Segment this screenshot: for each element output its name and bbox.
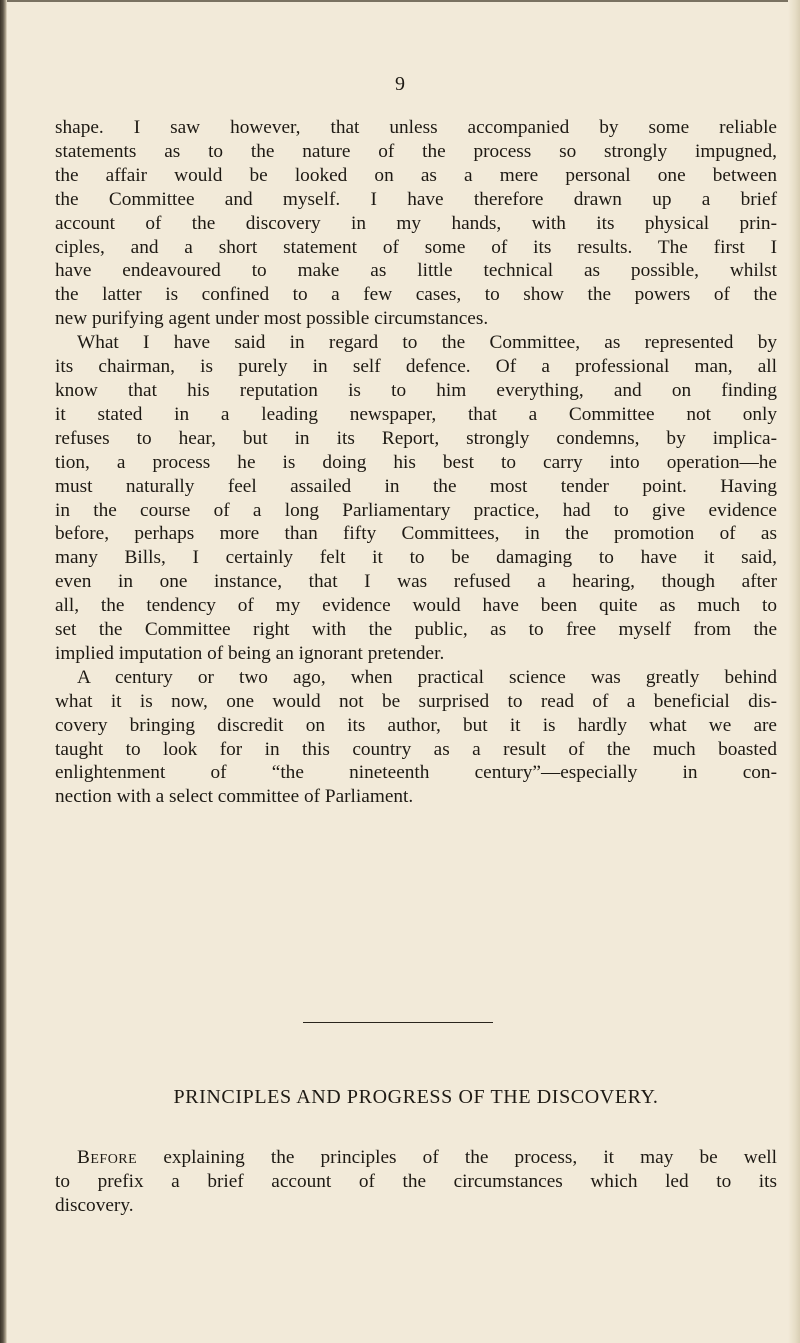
text-line: before, perhaps more than fifty Committees, in the promotion of as bbox=[55, 523, 777, 545]
paragraph-1 bbox=[55, 116, 777, 331]
text-line: its chairman, is purely in self defence. Of a professional man, all bbox=[55, 356, 777, 378]
text-line: in the course of a long Parliamentary practice, had to give evidence bbox=[55, 499, 777, 521]
paragraph-2 bbox=[55, 331, 777, 666]
section-body-text bbox=[55, 1146, 777, 1218]
text-line: new purifying agent under most possible circumstances. bbox=[55, 308, 489, 330]
page-binding-edge bbox=[0, 0, 7, 1343]
text-line: know that his reputation is to him everything, and on finding bbox=[55, 379, 777, 401]
text-line: What I have said in regard to the Committee, as represented by bbox=[77, 332, 777, 354]
section-paragraph bbox=[55, 1146, 777, 1218]
text-line: to prefix a brief account of the circumstances which led to its bbox=[55, 1170, 777, 1192]
text-line: covery bringing discredit on its author, but it is hardly what we are bbox=[55, 714, 777, 736]
text-line: the latter is confined to a few cases, to show the powers of the bbox=[55, 284, 777, 306]
text-line: account of the discovery in my hands, with its physical prin- bbox=[55, 212, 777, 234]
text-line: statements as to the nature of the process so strongly impugned, bbox=[55, 140, 777, 162]
text-line: nection with a select committee of Parliament. bbox=[55, 786, 414, 808]
text-line: A century or two ago, when practical science was greatly behind bbox=[77, 666, 777, 688]
text-line: taught to look for in this country as a result of the much boasted bbox=[55, 738, 777, 760]
text-line: set the Committee right with the public, as to free myself from the bbox=[55, 619, 777, 641]
page-right-edge bbox=[788, 0, 800, 1343]
section-divider bbox=[303, 1022, 493, 1023]
page-number: 9 bbox=[395, 73, 405, 95]
text-line: have endeavoured to make as little technical as possible, whilst bbox=[55, 260, 777, 282]
body-text bbox=[55, 116, 777, 809]
text-line: shape. I saw however, that unless accompanied by some reliable bbox=[55, 117, 777, 138]
paragraph-3 bbox=[55, 666, 777, 809]
text-line bbox=[55, 1146, 777, 1170]
text-line: discovery. bbox=[55, 1194, 134, 1216]
text-line: refuses to hear, but in its Report, strongly condemns, by implica- bbox=[55, 427, 777, 449]
text-line: the Committee and myself. I have therefore drawn up a brief bbox=[55, 188, 777, 210]
text-line: implied imputation of being an ignorant pretender. bbox=[55, 642, 445, 664]
text-line: tion, a process he is doing his best to carry into operation—he bbox=[55, 451, 777, 473]
text-line: the affair would be looked on as a mere personal one between bbox=[55, 164, 777, 186]
section-heading: PRINCIPLES AND PROGRESS OF THE DISCOVERY. bbox=[173, 1086, 659, 1108]
text-line: enlightenment of “the nineteenth century”—especially in con- bbox=[55, 762, 777, 784]
text-line: what it is now, one would not be surprised to read of a beneficial dis- bbox=[55, 690, 777, 712]
text-line: even in one instance, that I was refused a hearing, though after bbox=[55, 571, 777, 593]
scan-top-edge bbox=[0, 0, 800, 2]
text-line: it stated in a leading newspaper, that a Committee not only bbox=[55, 403, 777, 425]
lead-word: Before bbox=[77, 1147, 138, 1168]
text-line-rest: explaining the principles of the process, it may be well bbox=[137, 1147, 777, 1168]
text-line: ciples, and a short statement of some of its results. The first I bbox=[55, 236, 777, 258]
text-line: all, the tendency of my evidence would have been quite as much to bbox=[55, 595, 777, 617]
text-line: many Bills, I certainly felt it to be damaging to have it said, bbox=[55, 547, 777, 569]
text-line: must naturally feel assailed in the most tender point. Having bbox=[55, 475, 777, 497]
